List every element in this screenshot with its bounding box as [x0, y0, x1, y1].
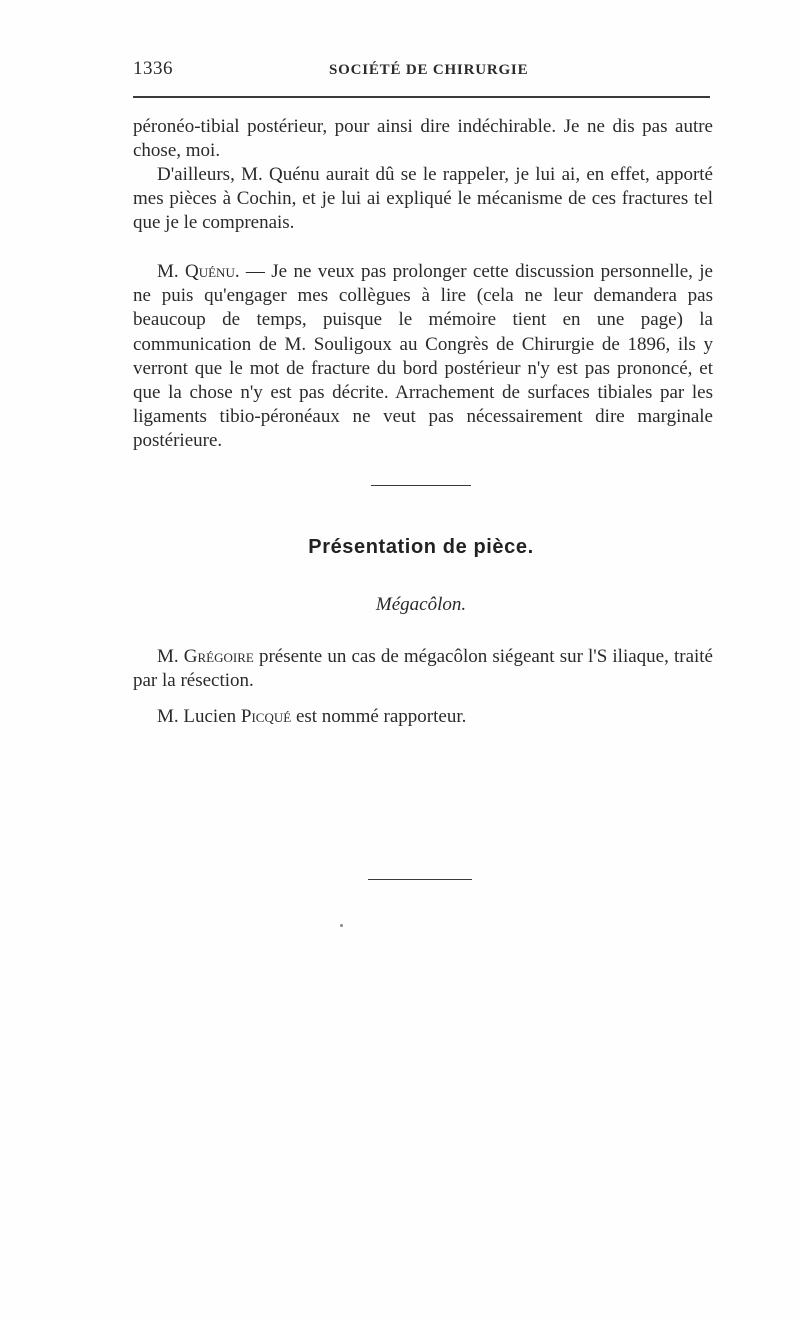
- rapporteur-name: Picqué: [240, 706, 292, 727]
- paragraph-gregoire: [133, 645, 713, 693]
- paragraph-text: . — Je ne veux pas prolonger cette discussion personnelle, je ne puis qu'engager mes collègues à lire (cela ne leur demandera pas beaucoup de temps, puisque le mémoire tient en une page) la communication de M. Souligoux au Congrès de Chirurgie de 1896, ils y verront que le mot de fracture du bord postérieur n'y est pas prononcé, et que la chose n'y est pas décrite. Arrachement de surfaces tibiales par les ligaments tibio-péronéaux ne veut pas nécessairement dire marginale postérieure.: [133, 261, 713, 452]
- paragraph-text: est nommé rapporteur.: [291, 706, 467, 727]
- paragraph-continuation: [133, 115, 713, 163]
- speaker-name: Quénu: [185, 261, 235, 282]
- name-prefix: M.: [157, 646, 184, 667]
- running-title: SOCIÉTÉ DE CHIRURGIE: [329, 62, 529, 78]
- speaker-prefix: M.: [157, 261, 185, 282]
- running-head: [133, 58, 710, 88]
- paragraph-text: péronéo-tibial postérieur, pour ainsi dire indéchirable. Je ne dis pas autre chose, moi.: [133, 116, 713, 162]
- paragraph-dailleurs: [133, 163, 713, 236]
- name-prefix: M. Lucien: [157, 706, 241, 727]
- section-heading: Présentation de pièce.: [308, 536, 534, 558]
- header-rule: [133, 96, 710, 98]
- section-divider: [371, 485, 471, 486]
- section-subheading: Mégacôlon.: [375, 594, 467, 615]
- paragraph-quenu-reply: [133, 260, 713, 454]
- presenter-name: Grégoire: [183, 646, 254, 667]
- paragraph-rapporteur: [133, 705, 713, 729]
- end-divider: [368, 879, 472, 880]
- ink-speck: [340, 924, 343, 927]
- page-number: 1336: [133, 58, 173, 79]
- paragraph-text: présente un cas de mégacôlon siégeant sur l'S iliaque, traité par la résection.: [133, 646, 713, 692]
- paragraph-text: D'ailleurs, M. Quénu aurait dû se le rappeler, je lui ai, en effet, apporté mes pièces à Cochin, et je lui ai expliqué le mécanisme de ces fractures tel que je le comprenais.: [133, 164, 713, 234]
